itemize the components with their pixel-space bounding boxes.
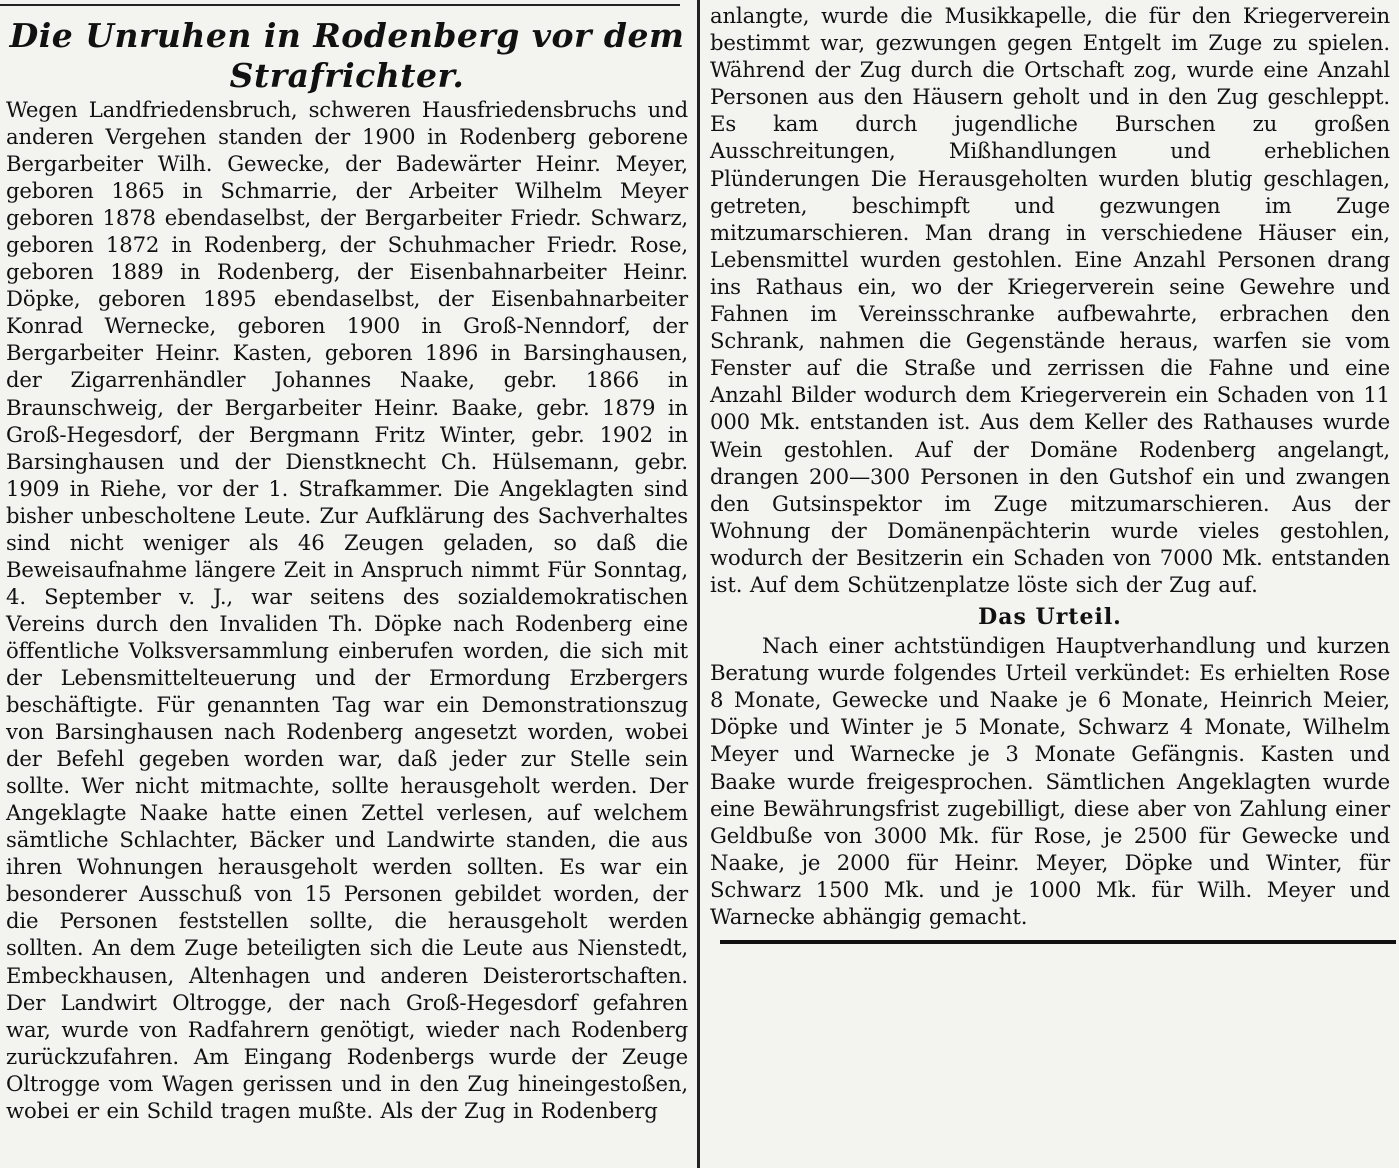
right-column	[704, 0, 1394, 960]
article-end-rule	[720, 940, 1396, 944]
verdict-subhead: Das Urteil.	[978, 604, 1122, 631]
article-body-right: anlangte, wurde die Musikkapelle, die für den Kriegerverein bestimmt war, gezwungen gegen Entgelt im Zuge zu spielen. Während der Zug durch die Ortschaft zog, wurde eine Anzahl Personen aus den Häusern geholt und in den Zug geschleppt. Es kam durch jugendliche Burschen zu großen Ausschreitungen, Mißhandlungen und erheblichen Plünderungen Die Herausgeholten wurden blutig geschlagen, getreten, beschimpft und gezwungen im Zuge mitzumarschieren. Man drang in verschiedene Häuser ein, Lebensmittel wurden gestohlen. Eine Anzahl Personen drang ins Rathaus ein, wo der Kriegerverein seine Gewehre und Fahnen im Vereinsschranke aufbewahrte, erbrachen den Schrank, nahmen die Gegenstände heraus, warfen sie vom Fenster auf die Straße und zerrissen die Fahne und eine Anzahl Bilder wodurch dem Kriegerverein ein Schaden von 11 000 Mk. entstanden ist. Aus dem Keller des Rathauses wurde Wein gestohlen. Auf der Domäne Rodenberg angelangt, drangen 200—300 Personen in den Gutshof ein und zwangen den Gutsinspektor im Zuge mitzumarschieren. Aus der Wohnung der Domänenpächterin wurde vieles gestohlen, wodurch der Besitzerin ein Schaden von 7000 Mk. entstanden ist. Auf dem Schützenplatze löste sich der Zug auf.	[710, 3, 1390, 597]
article-headline: Die Unruhen in Rodenberg vor dem Strafrichter.	[9, 16, 685, 95]
left-column	[0, 0, 694, 1168]
verdict-body: Nach einer achtstündigen Hauptverhandlung und kurzen Beratung wurde folgendes Urteil verkündet: Es erhielten Rose 8 Monate, Gewecke und Naake je 6 Monate, Heinrich Meier, Döpke und Winter je 5 Monate, Schwarz 4 Monate, Wilhelm Meyer und Warnecke je 3 Monate Gefängnis. Kasten und Baake wurde freigesprochen. Sämtlichen Angeklagten wurde eine Bewährungsfrist zugebilligt, diese aber von Zahlung einer Geldbuße von 3000 Mk. für Rose, je 2500 für Gewecke und Naake, je 2000 für Heinr. Meyer, Döpke und Winter, für Schwarz 1500 Mk. und je 1000 Mk. für Wilh. Meyer und Warnecke abhängig gemacht.	[710, 633, 1390, 929]
article-body-left: Wegen Landfriedensbruch, schweren Hausfriedensbruchs und anderen Vergehen standen der 1900 in Rodenberg geborene Bergarbeiter Wilh. Gewecke, der Badewärter Heinr. Meyer, geboren 1865 in Schmarrie, der Arbeiter Wilhelm Meyer geboren 1878 ebendaselbst, der Bergarbeiter Friedr. Schwarz, geboren 1872 in Rodenberg, der Schuhmacher Friedr. Rose, geboren 1889 in Rodenberg, der Eisenbahnarbeiter Heinr. Döpke, geboren 1895 ebendaselbst, der Eisenbahnarbeiter Konrad Wernecke, geboren 1900 in Groß-Nenndorf, der Bergarbeiter Heinr. Kasten, geboren 1896 in Barsinghausen, der Zigarrenhändler Johannes Naake, gebr. 1866 in Braunschweig, der Bergarbeiter Heinr. Baake, gebr. 1879 in Groß-Hegesdorf, der Bergmann Fritz Winter, gebr. 1902 in Barsinghausen und der Dienstknecht Ch. Hülsemann, gebr. 1909 in Riehe, vor der 1. Strafkammer. Die Angeklagten sind bisher unbescholtene Leute. Zur Aufklärung des Sachverhaltes sind nicht weniger als 46 Zeugen geladen, so daß die Beweisaufnahme längere Zeit in Anspruch nimmt Für Sonntag, 4. September v. J., war seitens des sozialdemokratischen Vereins durch den Invaliden Th. Döpke nach Rodenberg eine öffentliche Volksversammlung einberufen worden, die sich mit der Lebensmittelteuerung und der Ermordung Erzbergers beschäftigte. Für genannten Tag war ein Demonstrationszug von Barsinghausen nach Rodenberg angesetzt worden, wobei der Befehl gegeben worden war, daß jeder zur Stelle sein sollte. Wer nicht mitmachte, sollte herausgeholt werden. Der Angeklagte Naake hatte einen Zettel verlesen, auf welchem sämtliche Schlachter, Bäcker und Landwirte standen, die aus ihren Wohnungen herausgeholt werden sollten. Es war ein besonderer Ausschuß von 15 Personen gebildet worden, der die Personen feststellen sollte, die herausgeholt werden sollten. An dem Zuge beteiligten sich die Leute aus Nienstedt, Embeckhausen, Altenhagen und anderen Deisterortschaften. Der Landwirt Oltrogge, der nach Groß-Hegesdorf gefahren war, wurde von Radfahrern genötigt, wieder nach Rodenberg zurückzufahren. Am Eingang Rodenbergs wurde der Zeuge Oltrogge vom Wagen gerissen und in den Zug hineingestoßen, wobei er ein Schild tragen mußte. Als der Zug in Rodenberg	[6, 97, 688, 1123]
column-divider	[697, 0, 700, 1168]
